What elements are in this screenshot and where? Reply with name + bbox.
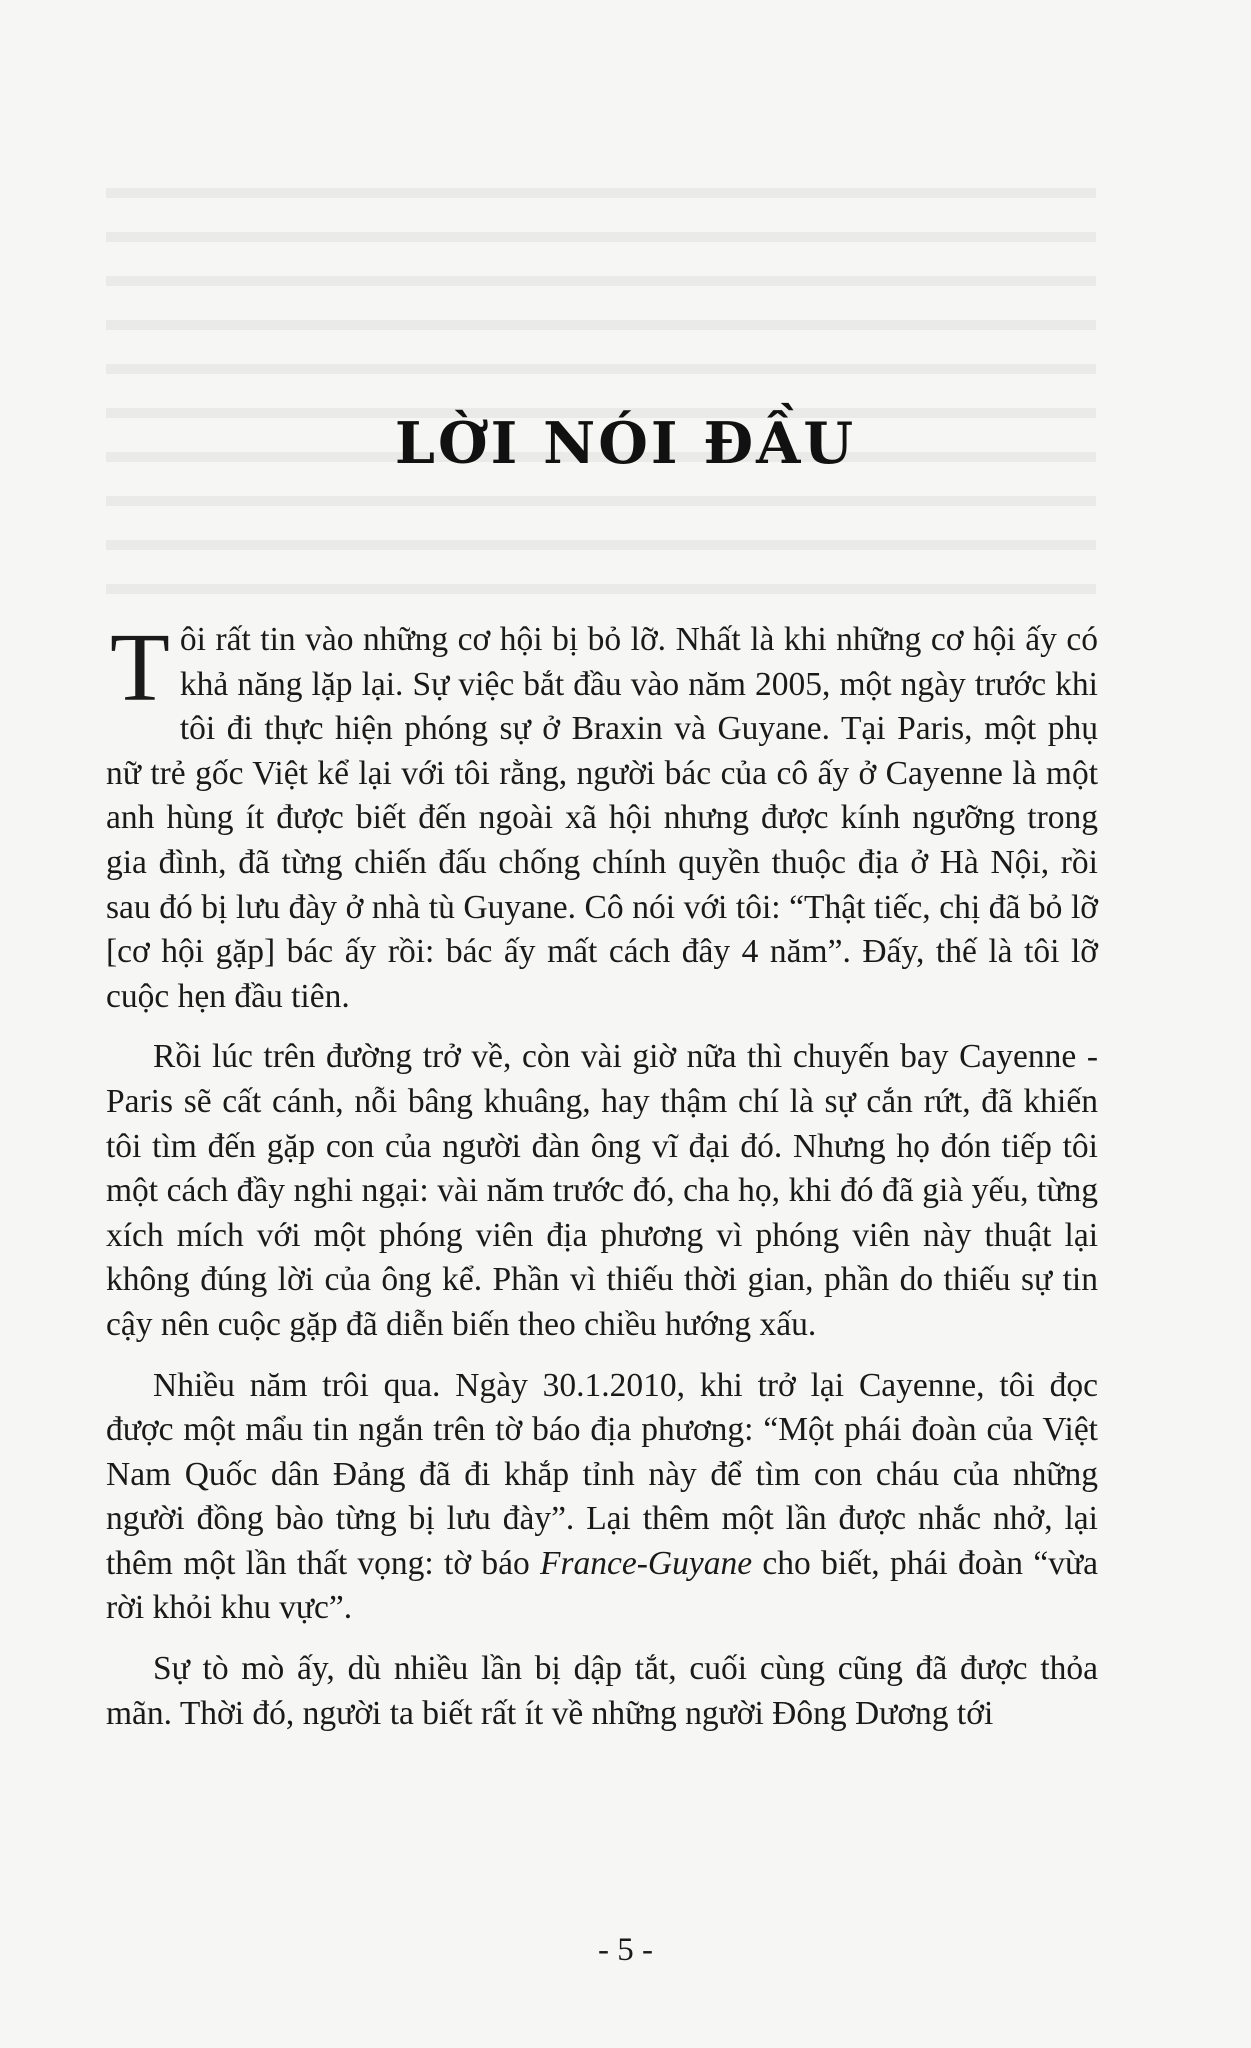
paragraph-3-text-end: cho biết, phái đoàn “vừa rời khỏi khu vực”.	[106, 1544, 1098, 1627]
paragraph-3	[106, 1364, 1098, 1632]
chapter-title: LỜI NÓI ĐẦU	[394, 410, 857, 477]
bleed-through-text	[106, 168, 1096, 598]
paragraph-2: Rồi lúc trên đường trở về, còn vài giờ nữa thì chuyến bay Cayenne - Paris sẽ cất cánh, nỗi bâng khuâng, hay thậm chí là sự cắn rứt, đã khiến tôi tìm đến gặp con của người đàn ông vĩ đại đó. Nhưng họ đón tiếp tôi một cách đầy nghi ngại: vài năm trước đó, cha họ, khi đó đã già yếu, từng xích mích với một phóng viên địa phương vì phóng viên này thuật lại không đúng lời của ông kể. Phần vì thiếu thời gian, phần do thiếu sự tin cậy nên cuộc gặp đã diễn biến theo chiều hướng xấu.	[106, 1038, 1098, 1343]
newspaper-name: France-Guyane	[540, 1544, 753, 1582]
body-text	[106, 614, 1098, 1752]
drop-cap: T	[110, 614, 170, 722]
page-number: - 5 -	[598, 1932, 653, 1968]
paragraph-4: Sự tò mò ấy, dù nhiều lần bị dập tắt, cuối cùng cũng đã được thỏa mãn. Thời đó, người ta biết rất ít về những người Đông Dương tới	[106, 1650, 1098, 1732]
paragraph-1-text: ôi rất tin vào những cơ hội bị bỏ lỡ. Nhất là khi những cơ hội ấy có khả năng lặp lại. Sự việc bắt đầu vào năm 2005, một ngày trước khi tôi đi thực hiện phóng sự ở Braxin và Guyane. Tại Paris, một phụ nữ trẻ gốc Việt kể lại với tôi rằng, người bác của cô ấy ở Cayenne là một anh hùng ít được biết đến ngoài xã hội nhưng được kính ngưỡng trong gia đình, đã từng chiến đấu chống chính quyền thuộc địa ở Hà Nội, rồi sau đó bị lưu đày ở nhà tù Guyane. Cô nói với tôi: “Thật tiếc, chị đã bỏ lỡ [cơ hội gặp] bác ấy rồi: bác ấy mất cách đây 4 năm”. Đấy, thế là tôi lỡ cuộc hẹn đầu tiên.	[106, 621, 1098, 1015]
paragraph-3-text-start: Nhiều năm trôi qua. Ngày 30.1.2010, khi trở lại Cayenne, tôi đọc được một mẩu tin ngắn trên tờ báo địa phương: “Một phái đoàn của Việt Nam Quốc dân Đảng đã đi khắp tỉnh này để tìm con cháu của những người đồng bào từng bị lưu đày”. Lại thêm một lần được nhắc nhở, lại thêm một lần thất vọng: tờ báo	[106, 1366, 1098, 1582]
paragraph-1	[106, 614, 1098, 1019]
